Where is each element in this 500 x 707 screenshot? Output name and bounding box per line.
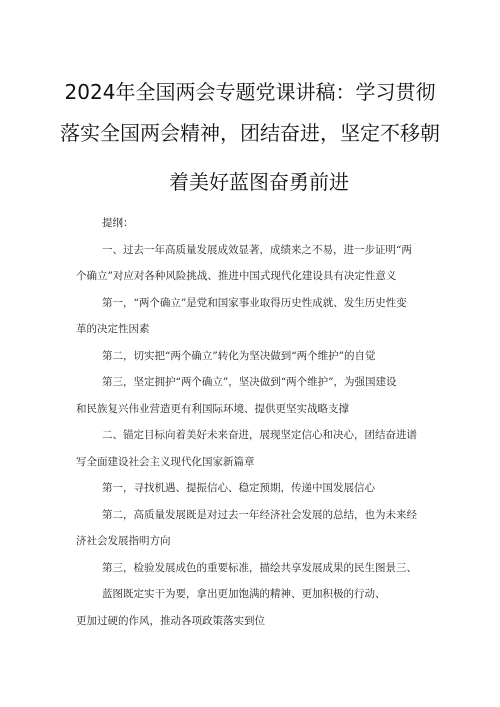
body-line-1: 一、过去一年高质量发展成效显著，成绩来之不易，进一步证明“两 xyxy=(102,244,412,256)
body-line-7: 和民族复兴伟业营造更有利国际环境、提供更坚实战略支撑 xyxy=(76,403,349,415)
body-line-13: 第三，检验发展成色的重要标准，描绘共享发展成果的民生图景三、 xyxy=(102,562,417,574)
body-line-6: 第三，坚定拥护“两个确立”，坚决做到“两个维护”，为强国建设 xyxy=(102,376,397,388)
body-line-4: 革的决定性因素 xyxy=(76,323,150,335)
body-line-14: 蓝图既定实干为要，拿出更加饱满的精神、更加积极的行动、 xyxy=(102,588,386,600)
title-line-2: 落实全国两会精神，团结奋进，坚定不移朝 xyxy=(60,121,440,145)
body-line-9: 写全面建设社会主义现代化国家新篇章 xyxy=(76,456,255,468)
body-line-15: 更加过硬的作风，推动各项政策落实到位 xyxy=(76,615,265,627)
body-line-11: 第二，高质量发展既是对过去一年经济社会发展的总结，也为未来经 xyxy=(102,509,417,521)
body-line-3: 第一，“两个确立”是党和国家事业取得历史性成就、发生历史性变 xyxy=(102,297,407,309)
body-line-12: 济社会发展指明方向 xyxy=(76,535,171,547)
outline-label: 提纲： xyxy=(102,217,134,229)
title-line-1: 2024年全国两会专题党课讲稿：学习贯彻 xyxy=(64,80,436,104)
body-line-5: 第二，切实把“两个确立”转化为坚决做到“两个维护”的自觉 xyxy=(102,350,376,362)
body-line-8: 二、锚定目标向着美好未来奋进，展现坚定信心和决心，团结奋进谱 xyxy=(102,429,417,441)
body-line-2: 个确立”对应对各种风险挑战、推进中国式现代化建设具有决定性意义 xyxy=(76,270,397,282)
title-line-3: 着美好蓝图奋勇前进 xyxy=(169,170,349,194)
body-line-10: 第一，寻找机遇、提振信心、稳定预期，传递中国发展信心 xyxy=(102,482,375,494)
